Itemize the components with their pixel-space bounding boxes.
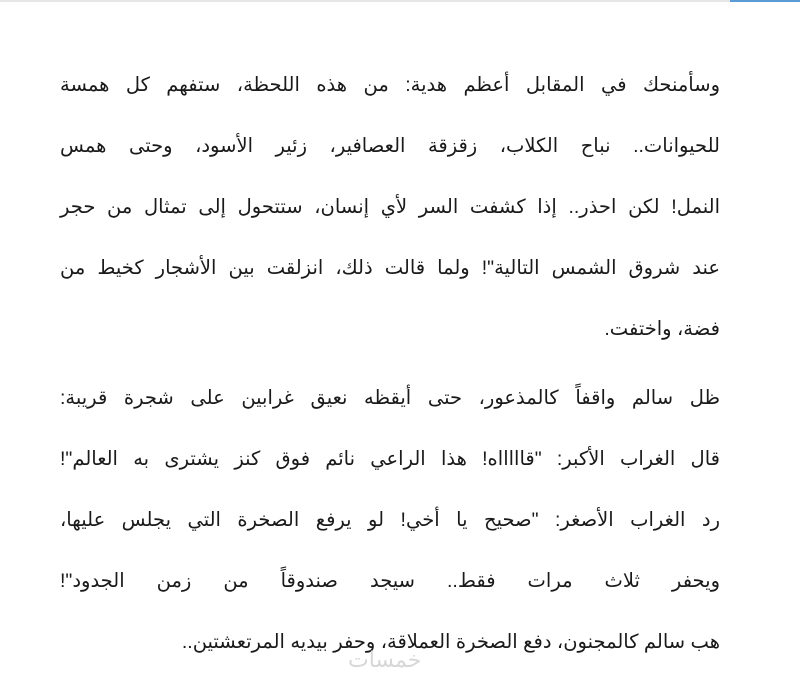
paragraph-1-line-5: فضة، واختفت. <box>604 318 720 340</box>
paragraph-1-line-2: للحيوانات.. نباح الكلاب، زقزقة العصافير، زئير الأسود، وحتى همس <box>60 135 720 157</box>
paragraph-2 <box>60 368 720 673</box>
top-accent-bar <box>730 0 800 2</box>
watermark-logo: خمسات <box>348 648 422 673</box>
document-body <box>60 55 720 673</box>
paragraph-2-line-3: رد الغراب الأصغر: "صحيح يا أخي! لو يرفع الصخرة التي يجلس عليها، <box>60 509 720 531</box>
paragraph-2-line-1: ظل سالم واقفاً كالمذعور، حتى أيقظه نعيق غرابين على شجرة قريبة: <box>60 387 720 409</box>
paragraph-1-line-1: وسأمنحك في المقابل أعظم هدية: من هذه اللحظة، ستفهم كل همسة <box>60 74 720 96</box>
paragraph-2-line-4: ويحفر ثلاث مرات فقط.. سيجد صندوقاً من زمن الجدود"! <box>60 570 720 592</box>
paragraph-2-line-2: قال الغراب الأكبر: "قاااااه! هذا الراعي نائم فوق كنز يشترى به العالم"! <box>60 448 720 470</box>
top-border <box>0 0 800 2</box>
paragraph-1-line-3: النمل! لكن احذر.. إذا كشفت السر لأي إنسان، ستتحول إلى تمثال من حجر <box>60 196 720 218</box>
paragraph-1 <box>60 55 720 360</box>
paragraph-2-line-5: هب سالم كالمجنون، دفع الصخرة العملاقة، وحفر بيديه المرتعشتين.. <box>181 631 720 653</box>
paragraph-1-line-4: عند شروق الشمس التالية"! ولما قالت ذلك، انزلقت بين الأشجار كخيط من <box>60 257 720 279</box>
